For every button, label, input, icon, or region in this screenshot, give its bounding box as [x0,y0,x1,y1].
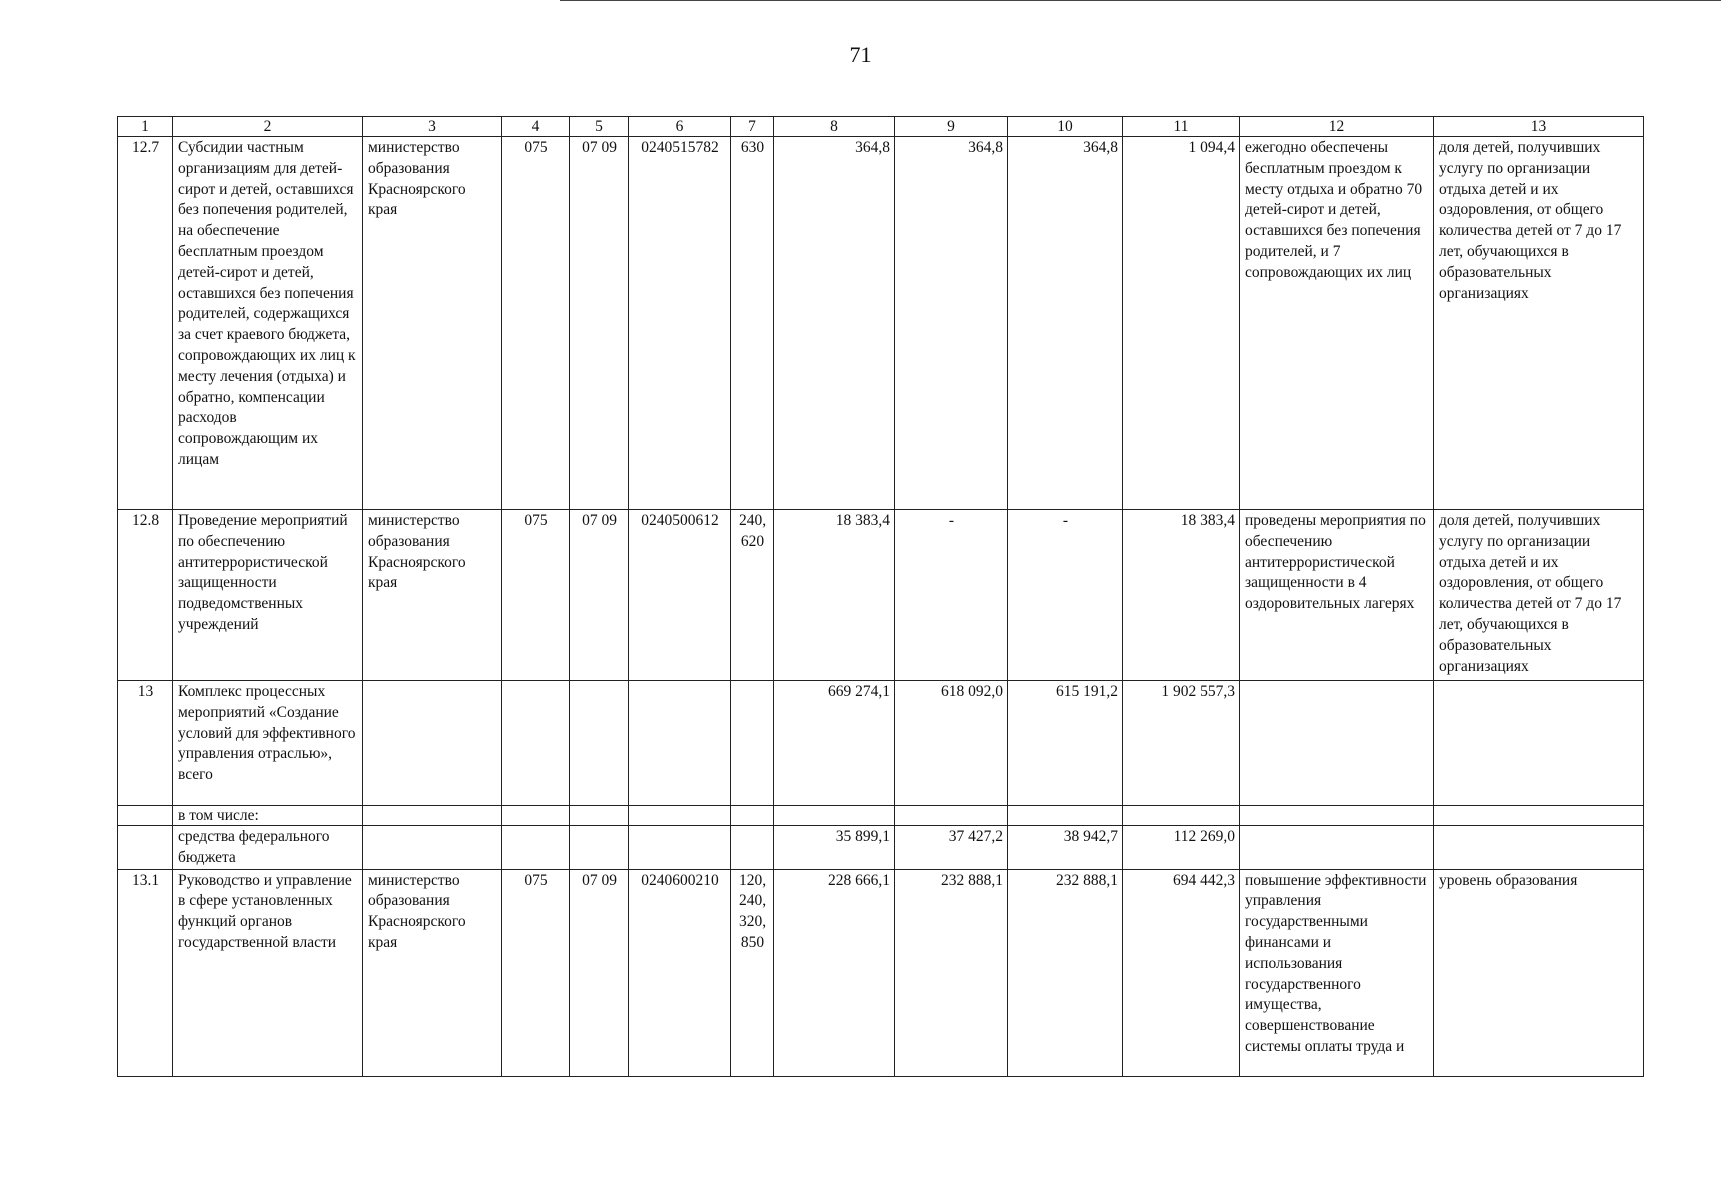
row-number: 12.7 [118,137,173,510]
csr-code: 0240515782 [629,137,731,510]
column-header: 9 [895,117,1008,137]
amount-col9: 364,8 [895,137,1008,510]
rzpr-code: 07 09 [570,510,629,681]
vr-code: 240, 620 [731,510,774,681]
event-name: Руководство и управление в сфере установленных функций органов государственной власти [173,869,363,1076]
table-row [118,806,1644,826]
column-header: 11 [1123,117,1240,137]
amount-col8: 35 899,1 [774,826,895,870]
executor: министерство образования Красноярского края [363,137,502,510]
amount-col8: 669 274,1 [774,681,895,806]
budget-table [117,116,1644,1077]
expected-result: проведены мероприятия по обеспечению антитеррористической защищенности в 4 оздоровительных лагерях [1240,510,1434,681]
amount-col10: 364,8 [1008,137,1123,510]
amount-total: 18 383,4 [1123,510,1240,681]
grbs-code [502,681,570,806]
table-row [118,869,1644,1076]
vr-code: 120, 240, 320, 850 [731,869,774,1076]
csr-code [629,826,731,870]
row-number [118,806,173,826]
grbs-code [502,806,570,826]
amount-total: 112 269,0 [1123,826,1240,870]
event-name: Субсидии частным организациям для детей-сирот и детей, оставшихся без попечения родителей, на обеспечение бесплатным проездом детей-сирот и детей, оставшихся без попечения родителей, содержащихся за счет краевого бюджета, сопровождающих их лиц к месту лечения (отдыха) и обратно, компенсации расходов сопровождающим их лицам [173,137,363,510]
grbs-code [502,826,570,870]
rzpr-code: 07 09 [570,137,629,510]
indicator [1434,826,1644,870]
grbs-code: 075 [502,869,570,1076]
executor: министерство образования Красноярского края [363,869,502,1076]
csr-code [629,681,731,806]
amount-total: 694 442,3 [1123,869,1240,1076]
expected-result: повышение эффективности управления государственными финансами и использования государственного имущества, совершенствование системы оплаты труда и [1240,869,1434,1076]
column-header: 4 [502,117,570,137]
amount-total: 1 094,4 [1123,137,1240,510]
event-name: в том числе: [173,806,363,826]
rzpr-code [570,806,629,826]
indicator: уровень образования [1434,869,1644,1076]
csr-code: 0240500612 [629,510,731,681]
column-header: 5 [570,117,629,137]
indicator: доля детей, получивших услугу по организации отдыха детей и их оздоровления, от общего количества детей от 7 до 17 лет, обучающихся в образовательных организациях [1434,137,1644,510]
column-header: 13 [1434,117,1644,137]
column-header: 10 [1008,117,1123,137]
row-number [118,826,173,870]
expected-result [1240,681,1434,806]
row-number: 13 [118,681,173,806]
vr-code [731,806,774,826]
amount-col9 [895,806,1008,826]
executor: министерство образования Красноярского края [363,510,502,681]
amount-col10 [1008,806,1123,826]
vr-code: 630 [731,137,774,510]
table-row [118,826,1644,870]
amount-col8: 228 666,1 [774,869,895,1076]
amount-col9: 618 092,0 [895,681,1008,806]
column-header: 1 [118,117,173,137]
indicator: доля детей, получивших услугу по организации отдыха детей и их оздоровления, от общего количества детей от 7 до 17 лет, обучающихся в образовательных организациях [1434,510,1644,681]
page-number: 71 [849,42,872,67]
indicator [1434,681,1644,806]
vr-code [731,681,774,806]
amount-col8 [774,806,895,826]
column-header: 6 [629,117,731,137]
grbs-code: 075 [502,137,570,510]
table-row [118,137,1644,510]
amount-col9: - [895,510,1008,681]
grbs-code: 075 [502,510,570,681]
column-header: 2 [173,117,363,137]
header-row [118,117,1644,137]
rzpr-code: 07 09 [570,869,629,1076]
expected-result [1240,806,1434,826]
executor [363,806,502,826]
amount-col9: 37 427,2 [895,826,1008,870]
amount-col8: 364,8 [774,137,895,510]
table-row [118,510,1644,681]
rzpr-code [570,681,629,806]
top-border-line [560,0,1721,1]
column-header: 3 [363,117,502,137]
column-header: 8 [774,117,895,137]
table-row [118,681,1644,806]
event-name: Проведение мероприятий по обеспечению антитеррористической защищенности подведомственных учреждений [173,510,363,681]
rzpr-code [570,826,629,870]
amount-col10: 615 191,2 [1008,681,1123,806]
expected-result: ежегодно обеспечены бесплатным проездом к месту отдыха и обратно 70 детей-сирот и детей, оставшихся без попечения родителей, и 7 сопровождающих их лиц [1240,137,1434,510]
expected-result [1240,826,1434,870]
amount-col10: - [1008,510,1123,681]
amount-col8: 18 383,4 [774,510,895,681]
indicator [1434,806,1644,826]
column-header: 12 [1240,117,1434,137]
event-name: Комплекс процессных мероприятий «Создание условий для эффективного управления отраслью», всего [173,681,363,806]
amount-col10: 38 942,7 [1008,826,1123,870]
amount-total [1123,806,1240,826]
amount-col10: 232 888,1 [1008,869,1123,1076]
column-header: 7 [731,117,774,137]
executor [363,681,502,806]
row-number: 13.1 [118,869,173,1076]
vr-code [731,826,774,870]
executor [363,826,502,870]
csr-code: 0240600210 [629,869,731,1076]
amount-col9: 232 888,1 [895,869,1008,1076]
row-number: 12.8 [118,510,173,681]
csr-code [629,806,731,826]
event-name: средства федерального бюджета [173,826,363,870]
amount-total: 1 902 557,3 [1123,681,1240,806]
